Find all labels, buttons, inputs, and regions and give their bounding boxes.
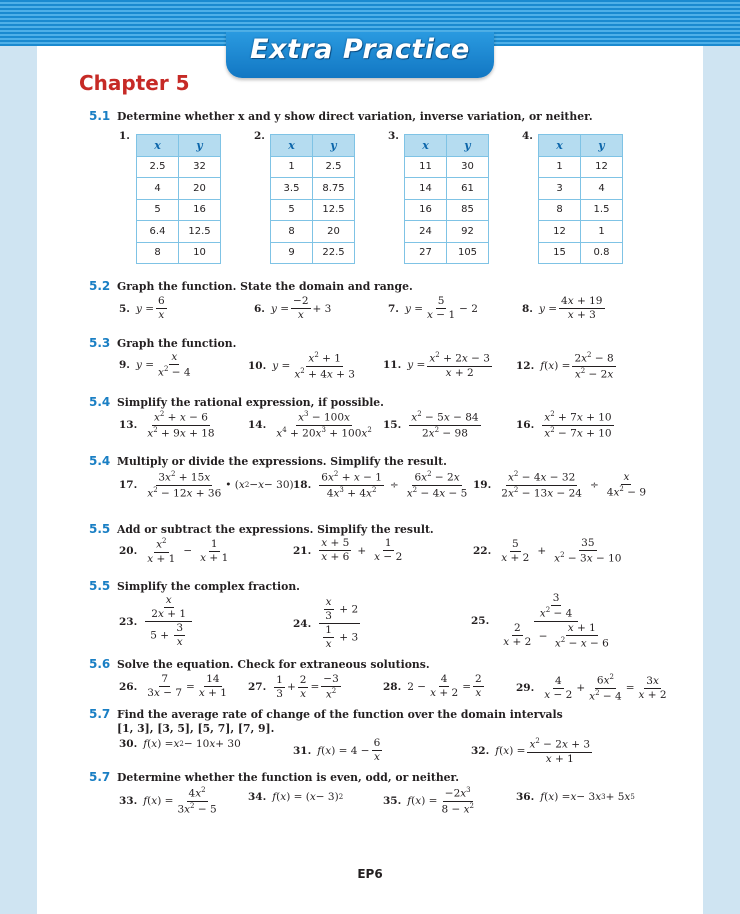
data-table: x y 1 2.5 3.5 8.75 5 12.5 8 20 9 22.5 (270, 134, 355, 264)
exercise: 12. f ( x ) = $\frac{2x^2 - 8}{x^2 - 2x}$ (516, 351, 614, 381)
exercise: 21. $\frac{x + 5}{x + 6}$ + $\frac{1}{x - 2}$ (293, 537, 403, 564)
exercise: 17. $\frac{3x^2 + 15x}{x^2 - 12x + 36}$ • ( x 2 − x − 30) (119, 470, 294, 500)
exercise: 26. $\frac{7}{3x - 7}$ = $\frac{14}{x + 1}$ (119, 673, 227, 700)
data-table: x y 1 12 3 4 8 1.5 12 1 15 0.8 (538, 134, 623, 264)
exercise: 36. f ( x ) = x − 3 x 3 + 5 x 5 (516, 791, 635, 803)
exercise: 27. $\frac{1}{3}$ + $\frac{2}{x}$ = $\frac{-3}{x^2}$ (248, 673, 339, 701)
exercise: 10. y = $\frac{x^2 + 1}{x^2 + 4x + 3}$ (248, 351, 355, 381)
exercise: 5. y = $\frac{6}{x}$ (119, 295, 165, 322)
exercise: 23. $\frac{x}{2x + 1}$ 5 + $\frac{3}{x}$ (119, 595, 194, 648)
exercise: 11. y = $\frac{x^2 + 2x - 3}{x + 2}$ (383, 351, 490, 379)
exercise-number: 3. (388, 130, 399, 142)
exercise: 15. $\frac{x^2 - 5x - 84}{2x^2 - 98}$ (383, 410, 479, 440)
exercise: 30. f ( x ) = x 2 − 10 x + 30 (119, 738, 241, 750)
exercise: 24. $\frac{x}{3}$ + 2 $\frac{1}{x}$ + 3 (293, 596, 359, 651)
exercise: 9. y = $\frac{x}{x^2 - 4}$ (119, 351, 191, 379)
exercise: 19. $\frac{x^2 - 4x - 32}{2x^2 - 13x - 24}$ ÷ $\frac{x}{4x^2 - 9}$ (473, 470, 647, 500)
exercise: 29. $\frac{4}{x - 2}$ + $\frac{6x^2}{x^2 - 4}$ = $\frac{3x}{x + 2}$ (516, 673, 667, 703)
exercise: 7. y = $\frac{5}{x - 1}$ − 2 (388, 295, 478, 322)
page-number: EP6 (357, 867, 383, 881)
exercise-number: 4. (522, 130, 533, 142)
exercise: 16. $\frac{x^2 + 7x + 10}{x^2 - 7x + 10}$ (516, 410, 612, 440)
exercise: 14. $\frac{x^3 - 100x}{x^4 + 20x^3 + 100x^2}$ (248, 410, 372, 440)
exercise-number: 2. (254, 130, 265, 142)
exercise: 20. $\frac{x^2}{x + 1}$ − $\frac{1}{x + 1}$ (119, 537, 229, 565)
exercise: 22. $\frac{5}{x + 2}$ + $\frac{35}{x^2 - 3x - 10}$ (473, 537, 622, 565)
exercise: 18. $\frac{6x^2 + x - 1}{4x^3 + 4x^2}$ ÷ $\frac{6x^2 - 2x}{x^2 - 4x - 5}$ (293, 470, 468, 500)
data-table: x y 11 30 14 61 16 85 24 92 27 105 (404, 134, 489, 264)
chapter-heading: Chapter 5 (79, 71, 190, 95)
page-title: Extra Practice (250, 34, 470, 65)
exercise: 33. f ( x ) = $\frac{4x^2}{3x^2 - 5}$ (119, 786, 217, 816)
exercise: 13. $\frac{x^2 + x - 6}{x^2 + 9x + 18}$ (119, 410, 215, 440)
exercise: 8. y = $\frac{4x + 19}{x + 3}$ (522, 295, 603, 322)
exercise: 25. $\frac{3}{x^2 - 4}$ $\frac{2}{x + 2}$ − $\frac{x + 1}{x^2 - x - 6}$ (471, 592, 609, 650)
exercise: 28. 2 − $\frac{4}{x + 2}$ = $\frac{2}{x}$ (383, 673, 482, 700)
exercise: 6. y = $\frac{-2}{x}$ + 3 (254, 295, 332, 322)
exercise: 35. f ( x ) = $\frac{-2x^3}{8 - x^2}$ (383, 786, 474, 816)
exercise: 31. f ( x ) = 4 − $\frac{6}{x}$ (293, 737, 381, 764)
exercise-number: 1. (119, 130, 130, 142)
title-tab (226, 32, 494, 78)
exercise: 32. f ( x ) = $\frac{x^2 - 2x + 3}{x + 1}$ (471, 737, 591, 765)
exercise: 34. f ( x ) = ( x − 3) 2 (248, 791, 344, 803)
data-table: x y 2.5 32 4 20 5 16 6.4 12.5 8 10 (136, 134, 221, 264)
